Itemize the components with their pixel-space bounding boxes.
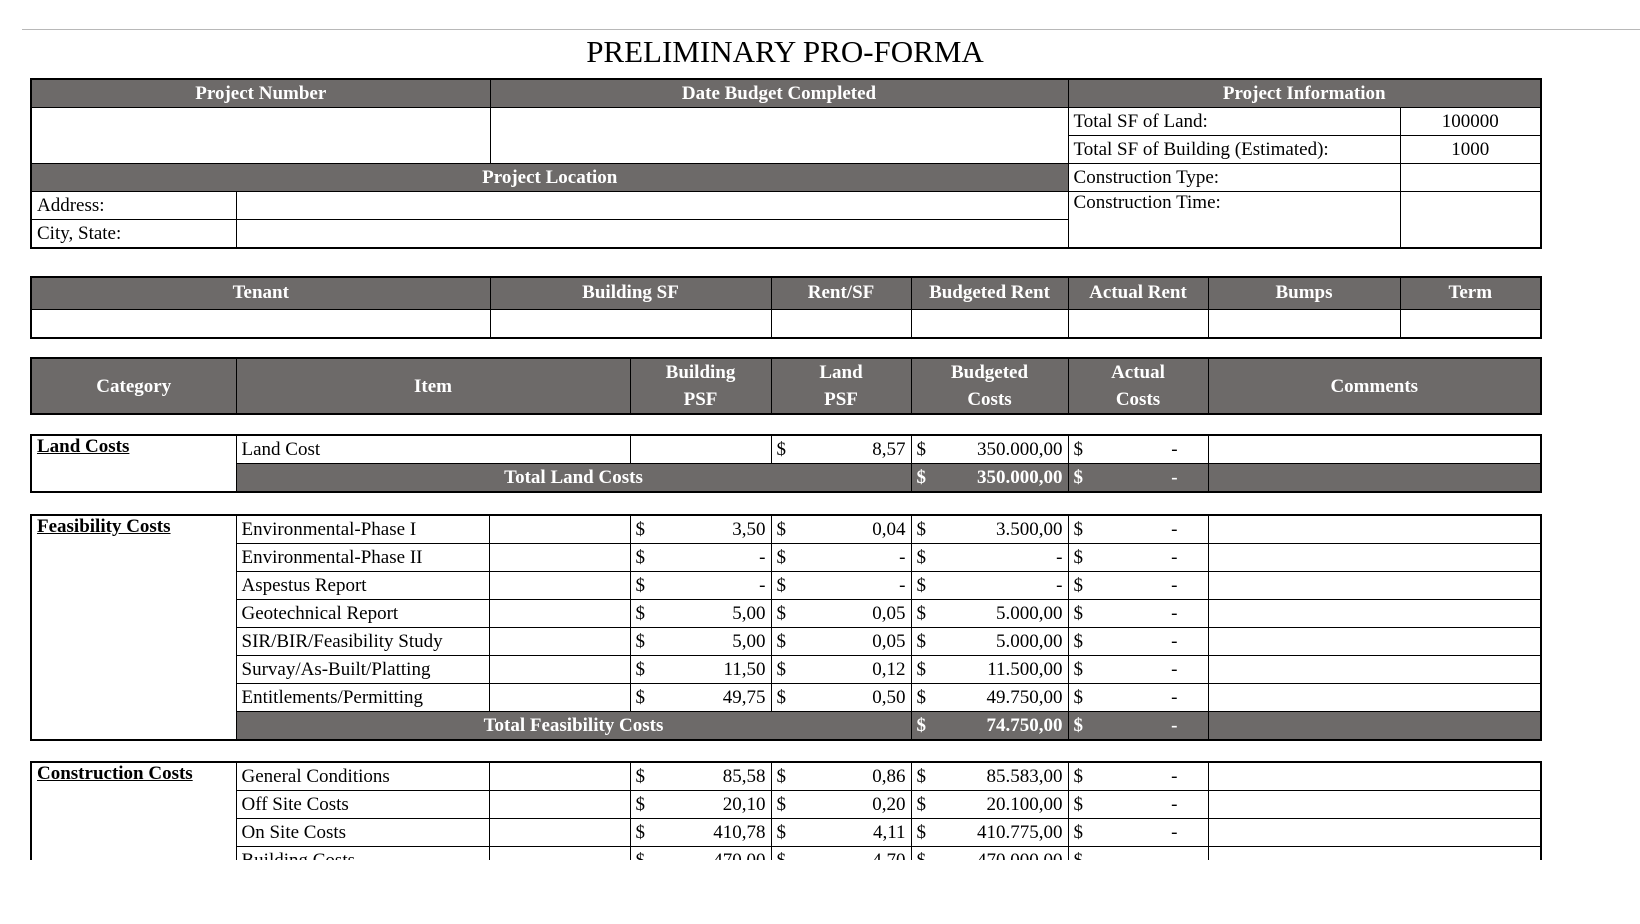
land-psf-cell[interactable]: - bbox=[795, 572, 911, 600]
budgeted-cell[interactable]: 5.000,00 bbox=[935, 600, 1068, 628]
table-row bbox=[31, 628, 1541, 656]
item-cell: Environmental-Phase II bbox=[236, 544, 489, 572]
currency-symbol: $ bbox=[1068, 762, 1092, 791]
building-psf-cell[interactable]: 11,50 bbox=[654, 656, 771, 684]
budgeted-cell[interactable]: 49.750,00 bbox=[935, 684, 1068, 712]
currency-symbol: $ bbox=[911, 544, 935, 572]
total-actual: - bbox=[1092, 712, 1208, 741]
city-state-label: City, State: bbox=[31, 220, 236, 249]
land-psf-header: Land PSF bbox=[771, 358, 911, 414]
comments-cell[interactable] bbox=[1208, 572, 1541, 600]
info-label: Construction Type: bbox=[1068, 164, 1400, 192]
info-label: Total SF of Land: bbox=[1068, 108, 1400, 136]
actual-cell[interactable]: - bbox=[1092, 628, 1208, 656]
total-budget: 74.750,00 bbox=[935, 712, 1068, 741]
comments-cell[interactable] bbox=[1208, 600, 1541, 628]
rent-sf-header: Rent/SF bbox=[771, 277, 911, 309]
table-row bbox=[31, 791, 1541, 819]
currency-symbol: $ bbox=[1068, 544, 1092, 572]
currency-symbol: $ bbox=[911, 791, 935, 819]
total-land-budget: 350.000,00 bbox=[935, 464, 1068, 493]
currency-symbol: $ bbox=[630, 600, 654, 628]
item-cell: General Conditions bbox=[236, 762, 489, 791]
budgeted-cell[interactable]: 85.583,00 bbox=[935, 762, 1068, 791]
item-extra-cell[interactable] bbox=[489, 656, 630, 684]
comments-cell[interactable] bbox=[1208, 762, 1541, 791]
term-cell[interactable] bbox=[1400, 309, 1541, 338]
costs-header-table bbox=[30, 357, 1542, 415]
currency-symbol: $ bbox=[1068, 791, 1092, 819]
currency-symbol: $ bbox=[1068, 712, 1092, 741]
category-header: Category bbox=[31, 358, 236, 414]
date-budget-header: Date Budget Completed bbox=[490, 79, 1068, 108]
category-construction: Construction Costs bbox=[31, 762, 236, 875]
land-psf-cell[interactable]: 0,20 bbox=[795, 791, 911, 819]
budgeted-cell[interactable]: 3.500,00 bbox=[935, 515, 1068, 544]
currency-symbol: $ bbox=[1068, 656, 1092, 684]
currency-symbol: $ bbox=[771, 762, 795, 791]
building-psf-cell[interactable]: 3,50 bbox=[654, 515, 771, 544]
budgeted-cell[interactable]: 350.000,00 bbox=[935, 435, 1068, 464]
currency-symbol: $ bbox=[771, 572, 795, 600]
item-extra-cell[interactable] bbox=[489, 515, 630, 544]
building-sf-header: Building SF bbox=[490, 277, 771, 309]
page-top-rule bbox=[22, 29, 1640, 30]
comments-cell[interactable] bbox=[1208, 435, 1541, 464]
currency-symbol: $ bbox=[771, 656, 795, 684]
total-comments-cell bbox=[1208, 464, 1541, 493]
actual-cell[interactable]: - bbox=[1092, 819, 1208, 847]
category-feasibility: Feasibility Costs bbox=[31, 515, 236, 740]
land-costs-table bbox=[30, 434, 1542, 493]
actual-cell[interactable]: - bbox=[1092, 791, 1208, 819]
total-row bbox=[31, 712, 1541, 741]
item-header: Item bbox=[236, 358, 630, 414]
land-psf-cell[interactable]: 0,05 bbox=[795, 628, 911, 656]
budgeted-cell[interactable]: 20.100,00 bbox=[935, 791, 1068, 819]
currency-symbol: $ bbox=[630, 656, 654, 684]
item-cell: Aspestus Report bbox=[236, 572, 489, 600]
date-budget-cell[interactable] bbox=[490, 108, 1068, 164]
currency-symbol: $ bbox=[911, 684, 935, 712]
currency-symbol: $ bbox=[630, 819, 654, 847]
table-row bbox=[31, 819, 1541, 847]
currency-symbol: $ bbox=[911, 628, 935, 656]
total-land-actual: - bbox=[1092, 464, 1208, 493]
table-row bbox=[31, 600, 1541, 628]
building-psf-cell[interactable]: - bbox=[654, 544, 771, 572]
info-value-building-sf[interactable]: 1000 bbox=[1400, 136, 1541, 164]
currency-symbol: $ bbox=[911, 464, 935, 493]
currency-symbol: $ bbox=[911, 819, 935, 847]
currency-symbol: $ bbox=[1068, 572, 1092, 600]
building-psf-cell[interactable] bbox=[630, 435, 771, 464]
currency-symbol: $ bbox=[911, 656, 935, 684]
item-cell: SIR/BIR/Feasibility Study bbox=[236, 628, 489, 656]
budgeted-cell[interactable]: 5.000,00 bbox=[935, 628, 1068, 656]
item-cell: Entitlements/Permitting bbox=[236, 684, 489, 712]
actual-cell[interactable]: - bbox=[1092, 572, 1208, 600]
currency-symbol: $ bbox=[630, 544, 654, 572]
land-psf-cell[interactable]: 0,50 bbox=[795, 684, 911, 712]
currency-symbol: $ bbox=[911, 515, 935, 544]
actual-cell[interactable]: - bbox=[1092, 435, 1208, 464]
project-info-header: Project Information bbox=[1068, 79, 1541, 108]
info-value-construction-type[interactable] bbox=[1400, 164, 1541, 192]
table-row bbox=[31, 544, 1541, 572]
currency-symbol: $ bbox=[911, 572, 935, 600]
construction-costs-table bbox=[30, 761, 1542, 876]
currency-symbol: $ bbox=[771, 791, 795, 819]
comments-cell[interactable] bbox=[1208, 791, 1541, 819]
land-psf-cell[interactable]: - bbox=[795, 544, 911, 572]
land-psf-cell[interactable]: 0,05 bbox=[795, 600, 911, 628]
building-psf-header: Building PSF bbox=[630, 358, 771, 414]
comments-header: Comments bbox=[1208, 358, 1541, 414]
actual-cell[interactable]: - bbox=[1092, 600, 1208, 628]
currency-symbol: $ bbox=[1068, 515, 1092, 544]
rent-sf-cell[interactable] bbox=[771, 309, 911, 338]
category-land-costs: Land Costs bbox=[31, 435, 236, 492]
actual-costs-header: Actual Costs bbox=[1068, 358, 1208, 414]
actual-rent-cell[interactable] bbox=[1068, 309, 1208, 338]
currency-symbol: $ bbox=[630, 684, 654, 712]
item-cell: On Site Costs bbox=[236, 819, 489, 847]
project-location-header: Project Location bbox=[31, 164, 1068, 192]
actual-cell[interactable]: - bbox=[1092, 762, 1208, 791]
viewport-clip bbox=[0, 860, 1640, 924]
actual-cell[interactable]: - bbox=[1092, 515, 1208, 544]
land-psf-cell[interactable]: 4,11 bbox=[795, 819, 911, 847]
building-psf-cell[interactable]: - bbox=[654, 572, 771, 600]
comments-cell[interactable] bbox=[1208, 628, 1541, 656]
table-row bbox=[31, 515, 1541, 544]
bumps-cell[interactable] bbox=[1208, 309, 1400, 338]
currency-symbol: $ bbox=[771, 684, 795, 712]
item-extra-cell[interactable] bbox=[489, 628, 630, 656]
project-number-cell[interactable] bbox=[31, 108, 490, 164]
address-cell[interactable] bbox=[236, 192, 1068, 220]
item-extra-cell[interactable] bbox=[489, 762, 630, 791]
item-cell: Off Site Costs bbox=[236, 791, 489, 819]
item-cell: Environmental-Phase I bbox=[236, 515, 489, 544]
building-sf-cell[interactable] bbox=[490, 309, 771, 338]
currency-symbol: $ bbox=[1068, 464, 1092, 493]
item-extra-cell[interactable] bbox=[489, 819, 630, 847]
feasibility-costs-table bbox=[30, 514, 1542, 741]
info-value-construction-time[interactable] bbox=[1400, 192, 1541, 249]
actual-cell[interactable]: - bbox=[1092, 684, 1208, 712]
term-header: Term bbox=[1400, 277, 1541, 309]
comments-cell[interactable] bbox=[1208, 515, 1541, 544]
currency-symbol: $ bbox=[1068, 600, 1092, 628]
tenant-header: Tenant bbox=[31, 277, 490, 309]
budgeted-cell[interactable]: - bbox=[935, 572, 1068, 600]
project-number-header: Project Number bbox=[31, 79, 490, 108]
budgeted-rent-cell[interactable] bbox=[911, 309, 1068, 338]
table-row bbox=[31, 762, 1541, 791]
comments-cell[interactable] bbox=[1208, 544, 1541, 572]
building-psf-cell[interactable]: 20,10 bbox=[654, 791, 771, 819]
currency-symbol: $ bbox=[1068, 435, 1092, 464]
budgeted-costs-header: Budgeted Costs bbox=[911, 358, 1068, 414]
table-row bbox=[31, 684, 1541, 712]
actual-cell[interactable]: - bbox=[1092, 656, 1208, 684]
building-psf-cell[interactable]: 5,00 bbox=[654, 628, 771, 656]
land-psf-cell[interactable]: 8,57 bbox=[795, 435, 911, 464]
land-psf-cell[interactable]: 0,04 bbox=[795, 515, 911, 544]
comments-cell[interactable] bbox=[1208, 684, 1541, 712]
item-extra-cell[interactable] bbox=[489, 544, 630, 572]
budgeted-cell[interactable]: 410.775,00 bbox=[935, 819, 1068, 847]
comments-cell[interactable] bbox=[1208, 656, 1541, 684]
building-psf-cell[interactable]: 85,58 bbox=[654, 762, 771, 791]
info-label: Total SF of Building (Estimated): bbox=[1068, 136, 1400, 164]
item-cell: Survay/As-Built/Platting bbox=[236, 656, 489, 684]
total-label: Total Feasibility Costs bbox=[236, 712, 911, 741]
currency-symbol: $ bbox=[771, 435, 795, 464]
tenant-cell[interactable] bbox=[31, 309, 490, 338]
currency-symbol: $ bbox=[1068, 819, 1092, 847]
info-label: Construction Time: bbox=[1068, 192, 1400, 249]
currency-symbol: $ bbox=[911, 762, 935, 791]
comments-cell[interactable] bbox=[1208, 819, 1541, 847]
currency-symbol: $ bbox=[630, 628, 654, 656]
table-row bbox=[31, 656, 1541, 684]
currency-symbol: $ bbox=[911, 600, 935, 628]
currency-symbol: $ bbox=[771, 819, 795, 847]
item-extra-cell[interactable] bbox=[489, 791, 630, 819]
item-cell: Land Cost bbox=[236, 435, 630, 464]
building-psf-cell[interactable]: 49,75 bbox=[654, 684, 771, 712]
currency-symbol: $ bbox=[771, 628, 795, 656]
item-extra-cell[interactable] bbox=[489, 600, 630, 628]
total-comments-cell bbox=[1208, 712, 1541, 741]
currency-symbol: $ bbox=[630, 762, 654, 791]
address-label: Address: bbox=[31, 192, 236, 220]
info-value-land-sf[interactable]: 100000 bbox=[1400, 108, 1541, 136]
currency-symbol: $ bbox=[1068, 628, 1092, 656]
budgeted-rent-header: Budgeted Rent bbox=[911, 277, 1068, 309]
project-header-table bbox=[30, 78, 1542, 249]
currency-symbol: $ bbox=[771, 515, 795, 544]
budgeted-cell[interactable]: 11.500,00 bbox=[935, 656, 1068, 684]
currency-symbol: $ bbox=[630, 572, 654, 600]
currency-symbol: $ bbox=[630, 515, 654, 544]
land-psf-cell[interactable]: 0,12 bbox=[795, 656, 911, 684]
currency-symbol: $ bbox=[630, 791, 654, 819]
page-title: PRELIMINARY PRO-FORMA bbox=[586, 34, 984, 69]
currency-symbol: $ bbox=[771, 544, 795, 572]
currency-symbol: $ bbox=[1068, 684, 1092, 712]
item-extra-cell[interactable] bbox=[489, 572, 630, 600]
tenant-table bbox=[30, 276, 1542, 339]
budgeted-cell[interactable]: - bbox=[935, 544, 1068, 572]
actual-rent-header: Actual Rent bbox=[1068, 277, 1208, 309]
currency-symbol: $ bbox=[911, 712, 935, 741]
building-psf-cell[interactable]: 410,78 bbox=[654, 819, 771, 847]
land-psf-cell[interactable]: 0,86 bbox=[795, 762, 911, 791]
city-state-cell[interactable] bbox=[236, 220, 1068, 249]
item-extra-cell[interactable] bbox=[489, 684, 630, 712]
currency-symbol: $ bbox=[911, 435, 935, 464]
actual-cell[interactable]: - bbox=[1092, 544, 1208, 572]
total-land-label: Total Land Costs bbox=[236, 464, 911, 493]
currency-symbol: $ bbox=[771, 600, 795, 628]
bumps-header: Bumps bbox=[1208, 277, 1400, 309]
item-cell: Geotechnical Report bbox=[236, 600, 489, 628]
table-row bbox=[31, 572, 1541, 600]
building-psf-cell[interactable]: 5,00 bbox=[654, 600, 771, 628]
